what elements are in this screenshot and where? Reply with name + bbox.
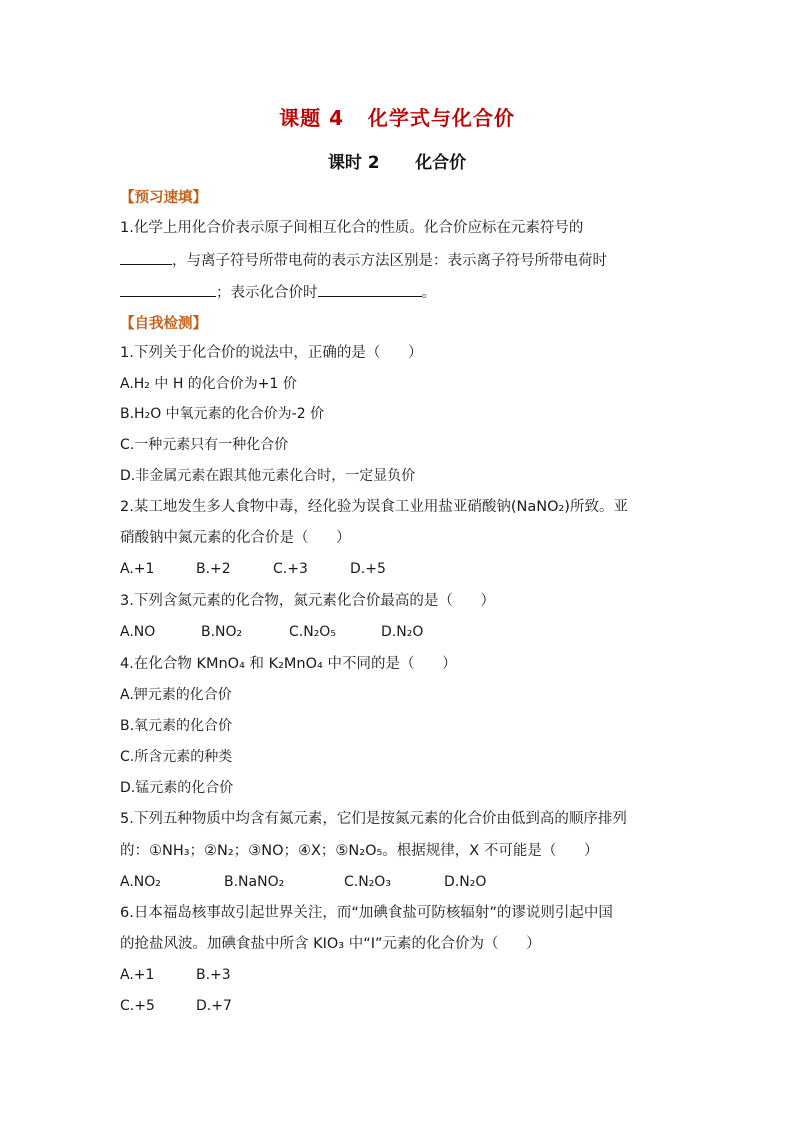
question-5-option-c: C.N₂O₃ (344, 874, 391, 890)
question-3-option-b: B.NO₂ (201, 624, 243, 640)
question-6-option-d: D.+7 (196, 998, 232, 1014)
question-3-option-d: D.N₂O (381, 624, 424, 640)
question-2-option-a: A.+1 (120, 561, 155, 577)
question-6-option-a: A.+1 (120, 967, 155, 983)
question-5-stem-line-1: 5.下列五种物质中均含有氮元素，它们是按氮元素的化合价由低到高的顺序排列 (120, 811, 627, 827)
question-5-option-d: D.N₂O (444, 874, 487, 890)
question-5-stem-line-2: 的：①NH₃；②N₂；③NO；④X；⑤N₂O₅。根据规律，X 不可能是（ ） (120, 843, 599, 859)
section-heading-preview: 【预习速填】 (120, 190, 207, 206)
question-5-option-a: A.NO₂ (120, 874, 161, 890)
question-6-stem-line-1: 6.日本福岛核事故引起世界关注，而“加碘食盐可防核辐射”的谬说则引起中国 (120, 905, 613, 921)
preview-line-1: 1.化学上用化合价表示原子间相互化合的性质。化合价应标在元素符号的 (120, 220, 584, 236)
question-6-stem-line-2: 的抢盐风波。加碘食盐中所含 KIO₃ 中“I”元素的化合价为（ ） (120, 936, 541, 952)
question-6-option-c: C.+5 (120, 998, 155, 1014)
question-1-option-d: D.非金属元素在跟其他元素化合时，一定显负价 (120, 468, 416, 484)
question-2-option-c: C.+3 (273, 561, 308, 577)
question-4-option-d: D.锰元素的化合价 (120, 780, 234, 796)
answer-blank[interactable] (120, 282, 216, 297)
section-heading-self-check: 【自我检测】 (120, 316, 207, 332)
question-2-option-d: D.+5 (350, 561, 386, 577)
question-4-option-c: C.所含元素的种类 (120, 749, 233, 765)
question-4-stem: 4.在化合物 KMnO₄ 和 K₂MnO₄ 中不同的是（ ） (120, 656, 457, 672)
question-3-stem: 3.下列含氮元素的化合物，氮元素化合价最高的是（ ） (120, 593, 495, 609)
page-subtitle: 课时 2 化合价 (327, 153, 467, 173)
question-6-option-b: B.+3 (196, 967, 231, 983)
question-2-stem-line-2: 硝酸钠中氮元素的化合价是（ ） (120, 530, 351, 546)
question-3-option-a: A.NO (120, 624, 156, 640)
preview-line-3-end: 。 (421, 285, 436, 301)
question-1-option-a: A.H₂ 中 H 的化合价为+1 价 (120, 376, 297, 392)
answer-blank[interactable] (318, 282, 422, 297)
preview-line-2 (120, 250, 607, 271)
question-1-stem: 1.下列关于化合价的说法中，正确的是（ ） (120, 345, 423, 361)
question-5-option-b: B.NaNO₂ (224, 874, 285, 890)
question-1-option-c: C.一种元素只有一种化合价 (120, 437, 289, 453)
question-2-option-b: B.+2 (196, 561, 231, 577)
question-1-option-b: B.H₂O 中氧元素的化合价为-2 价 (120, 406, 325, 422)
answer-blank[interactable] (120, 250, 172, 265)
question-4-option-b: B.氧元素的化合价 (120, 718, 233, 734)
question-4-option-a: A.钾元素的化合价 (120, 687, 232, 703)
preview-line-3 (120, 282, 436, 303)
preview-line-2-text: ，与离子符号所带电荷的表示方法区别是：表示离子符号所带电荷时 (172, 253, 607, 269)
preview-line-3-text: ；表示化合价时 (216, 285, 318, 301)
question-3-option-c: C.N₂O₅ (289, 624, 336, 640)
page-title: 课题 4 化学式与化合价 (279, 106, 515, 130)
question-2-stem-line-1: 2.某工地发生多人食物中毒，经化验为误食工业用盐亚硝酸钠(NaNO₂)所致。亚 (120, 499, 628, 515)
